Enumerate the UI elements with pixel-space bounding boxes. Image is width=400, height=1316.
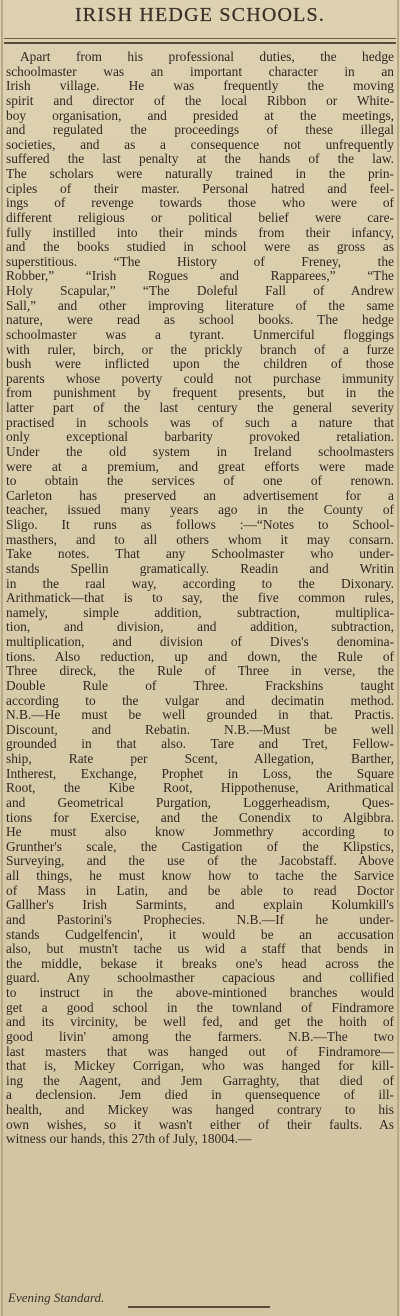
article-line: and Pastorini's Prophecies. N.B.—If he under- — [6, 911, 394, 927]
article-line: Sligo. It runs as follows :—“Notes to School- — [6, 517, 394, 532]
article-line: Intherest, Exchange, Prophet in Loss, the Square — [6, 765, 394, 781]
article-line: stands Cudgelfencin', it would be an accusation — [6, 926, 394, 942]
article-line: Surveying, and the use of the Jacobstaff. Above — [6, 853, 394, 869]
article-line: get a good school in the townland of Findramore — [6, 999, 394, 1015]
article-line: fully instilled into their minds from their infancy, — [6, 224, 394, 240]
article-line: parents whose poverty could not purchase immunity — [6, 370, 394, 386]
article-line: to instruct in the above-mintioned branches would — [6, 985, 394, 1000]
article-line: bush were inflicted upon the children of those — [6, 356, 394, 372]
article-line: Double Rule of Three. Frackshins taught — [6, 677, 394, 693]
article-line: teacher, issued many years ago in the County of — [6, 502, 394, 518]
article-line: Arithmatick—that is to say, the five common rules, — [6, 590, 394, 606]
article-line: societies, and as a consequence not unfrequently — [6, 136, 394, 152]
article-line: latter part of the last century the general severity — [6, 400, 394, 415]
article-line: tion, and division, and addition, subtraction, — [6, 619, 394, 635]
article-line: the middle, bekase it breaks one's head across the — [6, 955, 394, 971]
source-attribution: Evening Standard. — [8, 1290, 105, 1305]
article-line: from punishment by frequent presents, but in the — [6, 385, 394, 401]
article-line: ing the Aagent, and Jem Garraghty, that died of — [6, 1072, 394, 1088]
article-line: that is, Mickey Corrigan, who was hanged for kill- — [6, 1058, 394, 1074]
article-line: nature, were read as school books. The hedge — [6, 312, 394, 328]
article-line: different religious or political belief were care- — [6, 209, 394, 225]
article-line: with ruler, birch, or the prickly branch of a furze — [6, 341, 394, 357]
article-line: also, but mustn't tache us wid a staff that bends in — [6, 941, 394, 957]
article-line: ings of revenge towards those who were of — [6, 195, 394, 211]
article-line: suffered the last penalty at the hands of the law. — [6, 151, 394, 167]
article-line: according to the vulgar and decimatin method. — [6, 692, 394, 708]
article-line: Grunther's scale, the Castigation of the Klipstics, — [6, 838, 394, 854]
article-line: boy organisation, and presided at the meetings, — [6, 107, 394, 123]
article-line: Take notes. That any Schoolmaster who under- — [6, 546, 394, 562]
article-line: N.B.—He must be well grounded in that. Practis. — [6, 707, 394, 723]
article-line: Three direck, the Rule of Three in verse, the — [6, 663, 394, 679]
article-line: own wishes, so it wasn't either of their faults. As — [6, 1116, 394, 1132]
article-line: Robber,” “Irish Rogues and Rapparees,” “The — [6, 268, 394, 284]
article-line: Sall,” and other improving literature of the same — [6, 297, 394, 313]
article-line: ship, Rate per Scent, Allegation, Barther, — [6, 751, 394, 766]
article-line: guard. Any schoolmasther capacious and collified — [6, 970, 394, 986]
headline: IRISH HEDGE SCHOOLS. — [74, 4, 326, 26]
column-edge-right — [397, 0, 399, 1316]
article-line: were at a premium, and great efforts were made — [6, 458, 394, 474]
article-line: superstitious. “The History of Freney, the — [6, 253, 394, 269]
article-line: Apart from his professional duties, the hedge — [20, 49, 394, 64]
article-line: Holy Scapular,” “The Doleful Fall of Andrew — [6, 283, 394, 298]
article-line: schoolmaster was an important character in an — [6, 63, 394, 79]
article-line: good livin' among the farmers. N.B.—The two — [6, 1028, 394, 1044]
article-line: spirit and director of the local Ribbon or White- — [6, 92, 394, 108]
article-line: a declension. Jem died in quensequence of ill- — [6, 1087, 394, 1103]
article-line: ciples of their master. Personal hatred and feel- — [6, 180, 394, 196]
article-line: Under the old system in Ireland schoolmasters — [6, 443, 394, 459]
headline-rule-thin — [4, 38, 396, 39]
article-line: last masters that was hanged out of Findramore— — [6, 1043, 394, 1059]
article-line: Irish village. He was frequently the moving — [6, 78, 394, 94]
headline-rule-thick — [4, 42, 396, 44]
column-edge-left — [1, 0, 3, 1316]
article-line: and its vircinity, be well fed, and get the hoith of — [6, 1014, 394, 1030]
end-rule — [128, 1306, 270, 1308]
article-line: tions. Also reduction, up and down, the Rule of — [6, 648, 394, 664]
article-line: health, and Mickey was hanged contrary to his — [6, 1102, 394, 1117]
article-line: The scholars were naturally trained in the prin- — [6, 166, 394, 181]
article-line: only exceptional barbarity provoked retaliation. — [6, 429, 394, 445]
article-line: to obtain the services of one of renown. — [6, 473, 394, 489]
article-line: and the books studied in school were as gross as — [6, 239, 394, 255]
article-line: in the raal way, according to the Dixonary. — [6, 575, 394, 591]
article-line: and Geometrical Purgation, Loggerheadism, Ques- — [6, 794, 394, 810]
article-line: Carleton has preserved an advertisement for a — [6, 487, 394, 503]
article-body — [6, 50, 394, 1147]
article-line: all things, he must know how to tache the Sarvice — [6, 868, 394, 883]
article-line: of Mass in Latin, and be able to read Doctor — [6, 882, 394, 898]
article-line: and regulated the proceedings of these illegal — [6, 122, 394, 138]
article-line: tions for Exercise, and the Conendix to Algibbra. — [6, 809, 394, 825]
article-line: grounded in that also. Tare and Tret, Fellow- — [6, 736, 394, 752]
article-line: namely, simple addition, subtraction, multiplica- — [6, 604, 394, 620]
article-line: stands Spellin gramatically. Readin and Writin — [6, 560, 394, 576]
article-line: multiplication, and division of Dives's denomina- — [6, 634, 394, 649]
article-line: Root, the Kibe Root, Hippothenuse, Arithmatical — [6, 780, 394, 796]
article-line: Discount, and Rebatin. N.B.—Must be well — [6, 721, 394, 737]
article-line: practised in schools was of such a nature that — [6, 414, 394, 430]
article-line: witness our hands, this 27th of July, 18004.— — [6, 1131, 252, 1147]
article-line: masthers, and to all others whom it may consarn. — [6, 531, 394, 547]
article-line: Gallher's Irish Sarmints, and explain Kolumkill's — [6, 897, 394, 913]
article-line: schoolmaster was a tyrant. Unmerciful floggings — [6, 326, 394, 342]
article-line: He must also know Jommethry according to — [6, 824, 394, 840]
